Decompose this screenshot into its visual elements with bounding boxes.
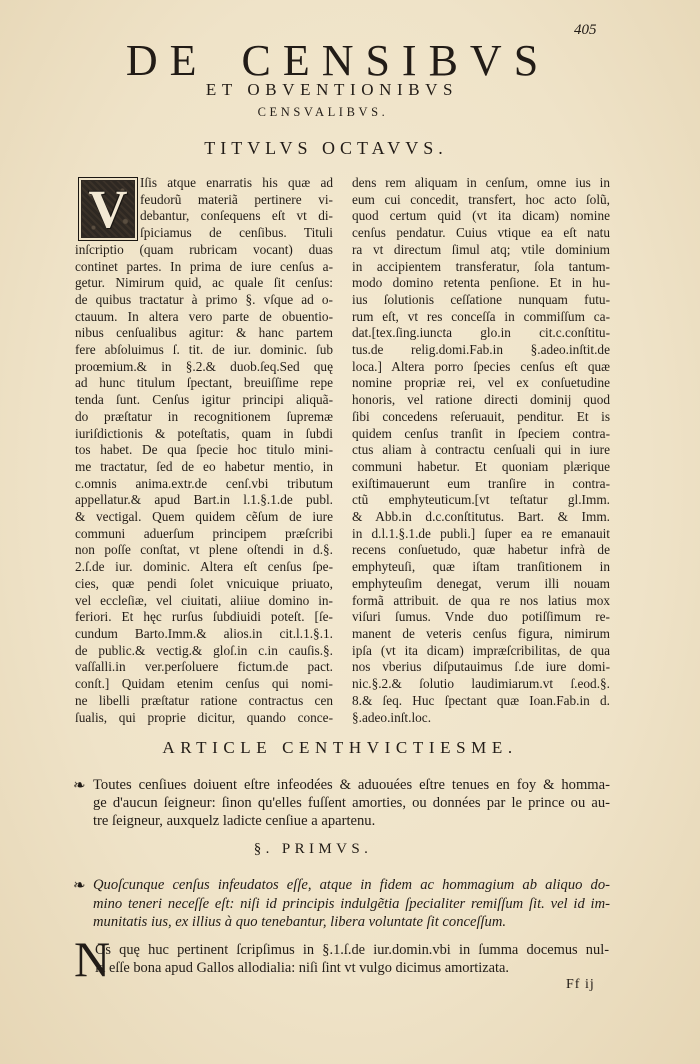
text-line: ipſa (vt ita dicam) impræſcribilitas, de qua [352,642,610,658]
text-line: nic.§.2.& ſolutio laudimiarum.vt ſ.eod.§. [352,676,610,692]
text-line: ſpiciamus de cenſibus. Tituli [140,225,333,241]
text-line: viſuri ſumus. Vnde duo potiſſimum re- [352,609,610,625]
commentary-text [95,941,609,977]
text-line: modo domino retenta penſione. Et in hu- [352,275,610,291]
text-line: & vectigal. Quem quidem cẽſum de iure [75,509,333,525]
page-subtitle: ET OBVENTIONIBVS [205,80,459,99]
text-line: ne libelli præſtatur ratione contractus cen [75,692,333,708]
text-line: nomine propriæ rei, vel ex conſuetudine [352,375,610,391]
text-line: tenda ſunt. Cenſus igitur principi aliquã- [75,392,333,408]
text-line: communi aduerſum principem præſcribi [75,525,333,541]
text-line: feriori. Et hęc rurſus ſubdiuidi poteſt. [ſe- [75,609,333,625]
article-heading: ARTICLE CENTHVICTIESME. [162,738,518,757]
text-line: nos vberius diſputauimus ſ.de iure domi- [352,659,610,675]
text-line: ctũ emphyteuticum.[vt teſtatur gl.Imm. [352,492,610,508]
text-line: eum cui concedit, transfert, hoc acto ſolũ, [352,191,610,207]
text-line: nibus cenſualibus agitur: & hanc partem [75,325,333,341]
text-line: rum eſt, vt res conceſſa in commiſſum ca- [352,308,610,324]
drop-cap-letter: V [88,179,128,239]
text-line: ſibi concedens reſeruauit, penditur. Et is [352,408,610,424]
text-line: Iſis atque enarratis his quæ ad [140,175,333,190]
text-line: quidem cenſus tranſit in ſpeciem contra- [352,425,610,441]
text-line: Os quę huc pertinent ſcripſimus in §.1.ſ.de iur.domin.vbi in ſumma docemus nul- [95,942,609,958]
text-line: emphyteuſim denegat, verum illi nouam [352,575,610,591]
text-line: formã attribuit. de qua re nos latius mox [352,592,610,608]
text-line: munitatis ius, ex illius à quo tenebantur, libera voluntate ſit conceſſum. [93,914,507,931]
text-line: dens rem aliquam in cenſum, omne ius in [352,175,610,190]
text-line: feudorũ materiã pertinere vi- [140,191,333,207]
right-column [352,175,610,726]
text-line: mino teneri neceſſe eſt: niſi id principis indulgẽtia ſpecialiter remiſſum ſit. vel id im- [93,895,610,912]
text-line: de quibus tractatur à primo §. vſque ad o- [75,291,333,307]
text-line: tos habet. De qua ſpecie hoc titulo mini- [75,442,333,458]
text-line: conſt.] Quidam etenim cenſus qui nomi- [75,676,333,692]
text-line: & Abb.in d.c.conſtitutus. Bart. & Imm. [352,509,610,525]
text-line: emphyteuſi, quæ iſtam tranſitionem in [352,559,610,575]
text-line: debantur, conſequens eſt vt di- [140,208,333,224]
text-line: in accipientem transferatur, ſola tantum- [352,258,610,274]
text-line: fere abſoluimus ſ. tit. de iur. dominic. ſub [75,342,333,358]
text-line: quod certum quid (vt ita dicam) nomine [352,208,610,224]
text-line: honoris, vel ratione directi dominij quod [352,392,610,408]
text-line: getur. Nimirum quid, ac quale ſit cenſus: [75,275,333,291]
text-line: in d.l.1.§.1.de publi.] ſuper ea re emanauit [352,525,610,541]
text-line: inſcriptio (quam rubricam vocant) duas [75,241,333,257]
left-column [75,175,333,726]
text-line: communi habetur. Et quoniam plærique [352,458,610,474]
text-line: proœmium.& in §.2.& duob.ſeq.Sed quę [75,358,333,374]
paragraph-text [93,876,610,932]
text-line: loca.] Altera porro ſpecies cenſus eſt quæ [352,358,610,374]
text-line: me tractatur, ſed de eo habetur mentio, in [75,458,333,474]
text-line: vaſſalli.in ver.perſoluere fictum.de pact. [75,659,333,675]
text-line: cenſus pendatur. Cuius vtique ea eſt natu [352,225,610,241]
text-line: c.omnis anima.extr.de cenſ.vbi tributum [75,475,333,491]
fleuron-icon [73,876,86,894]
text-line: tre ſeigneur, auxquelz ladicte cenſiue a apartenu. [93,813,376,830]
text-line: de public.& vectig.& gloſ.in c.in cauſis.§. [75,642,333,658]
text-line: manent de veteris cenſus figura, nimirum [352,625,610,641]
text-line: la eſſe bona apud Gallos allodialia: niſi ſint vt vulgo dicimus amortizata. [95,960,510,976]
text-line: 2.ſ.de iur. dominic. Altera eſt cenſus ſpe- [75,559,333,575]
text-line: cies, quæ pendi ſolet vnicuique priuato, [75,575,333,591]
text-line: ad hunc titulum ſpectant, breuiſſime repe [75,375,333,391]
text-line: cundum Barto.Imm.& alios.in cit.l.1.§.1. [75,625,333,641]
signature-mark: Ff ij [566,977,595,992]
page-number: 405 [574,22,597,38]
text-line: ra vt directum ſimul atq; vtile dominium [352,241,610,257]
drop-cap-letter: N [74,931,111,987]
text-line: recens conſuetudo, quæ habetur infrà de [352,542,610,558]
text-line: exiſtimauerunt eum tranſire in contra- [352,475,610,491]
text-line: ctus aliam à contractu cenſuali qui in iure [352,442,610,458]
text-line: iuriſdictionis & poteſtatis, quam in ſubdi [75,425,333,441]
text-line: ius ſolutionis ceſſatione nunquam futu- [352,291,610,307]
text-line: ge d'aucun ſeigneur: ſinon qu'elles fuſſent amorties, ou données par le prince ou au- [93,795,610,812]
text-line: do præſtatur in recognitionem ſupremæ [75,408,333,424]
text-line: appellatur.& apud Bart.in l.1.§.1.de publ. [75,492,333,508]
text-line: 8.& ſeq. Huc ſpectant quæ Ioan.Fab.in d. [352,692,610,708]
page-title: DE CENSIBVS [125,36,551,85]
fleuron-icon [73,776,86,794]
text-line: tus.de relig.domi.Fab.in §.adeo.inſtit.de [352,342,610,358]
text-line: continet partes. In prima de iure cenſus a- [75,258,333,274]
article-text [93,776,610,831]
text-line: ctauum. In altera vero parte de obuentio- [75,308,333,324]
text-line: Quoſcunque cenſus infeudatos eſſe, atque in fidem ac hommagium ab aliquo do- [93,877,610,893]
page-subtitle-secondary: CENSVALIBVS. [257,105,389,119]
text-line: ſualis, qui proprie dicitur, quando conce- [75,709,333,725]
text-line: Toutes cenſiues doiuent eſtre infeodées & aduouées eſtre tenues en foy & homma- [93,777,610,793]
text-line: vel eccleſiæ, vel ciuitati, aliiue domino in- [75,592,333,608]
text-line: dat.[tex.ſing.iuncta glo.in cit.c.conſtitu- [352,325,610,341]
section-heading: TITVLVS OCTAVVS. [204,138,448,158]
text-line: §.adeo.inſt.loc. [352,709,432,725]
paragraph-heading: §. PRIMVS. [253,841,373,857]
text-line: non poſſe conſtat, vt plene oſtendi in d.§. [75,542,333,558]
